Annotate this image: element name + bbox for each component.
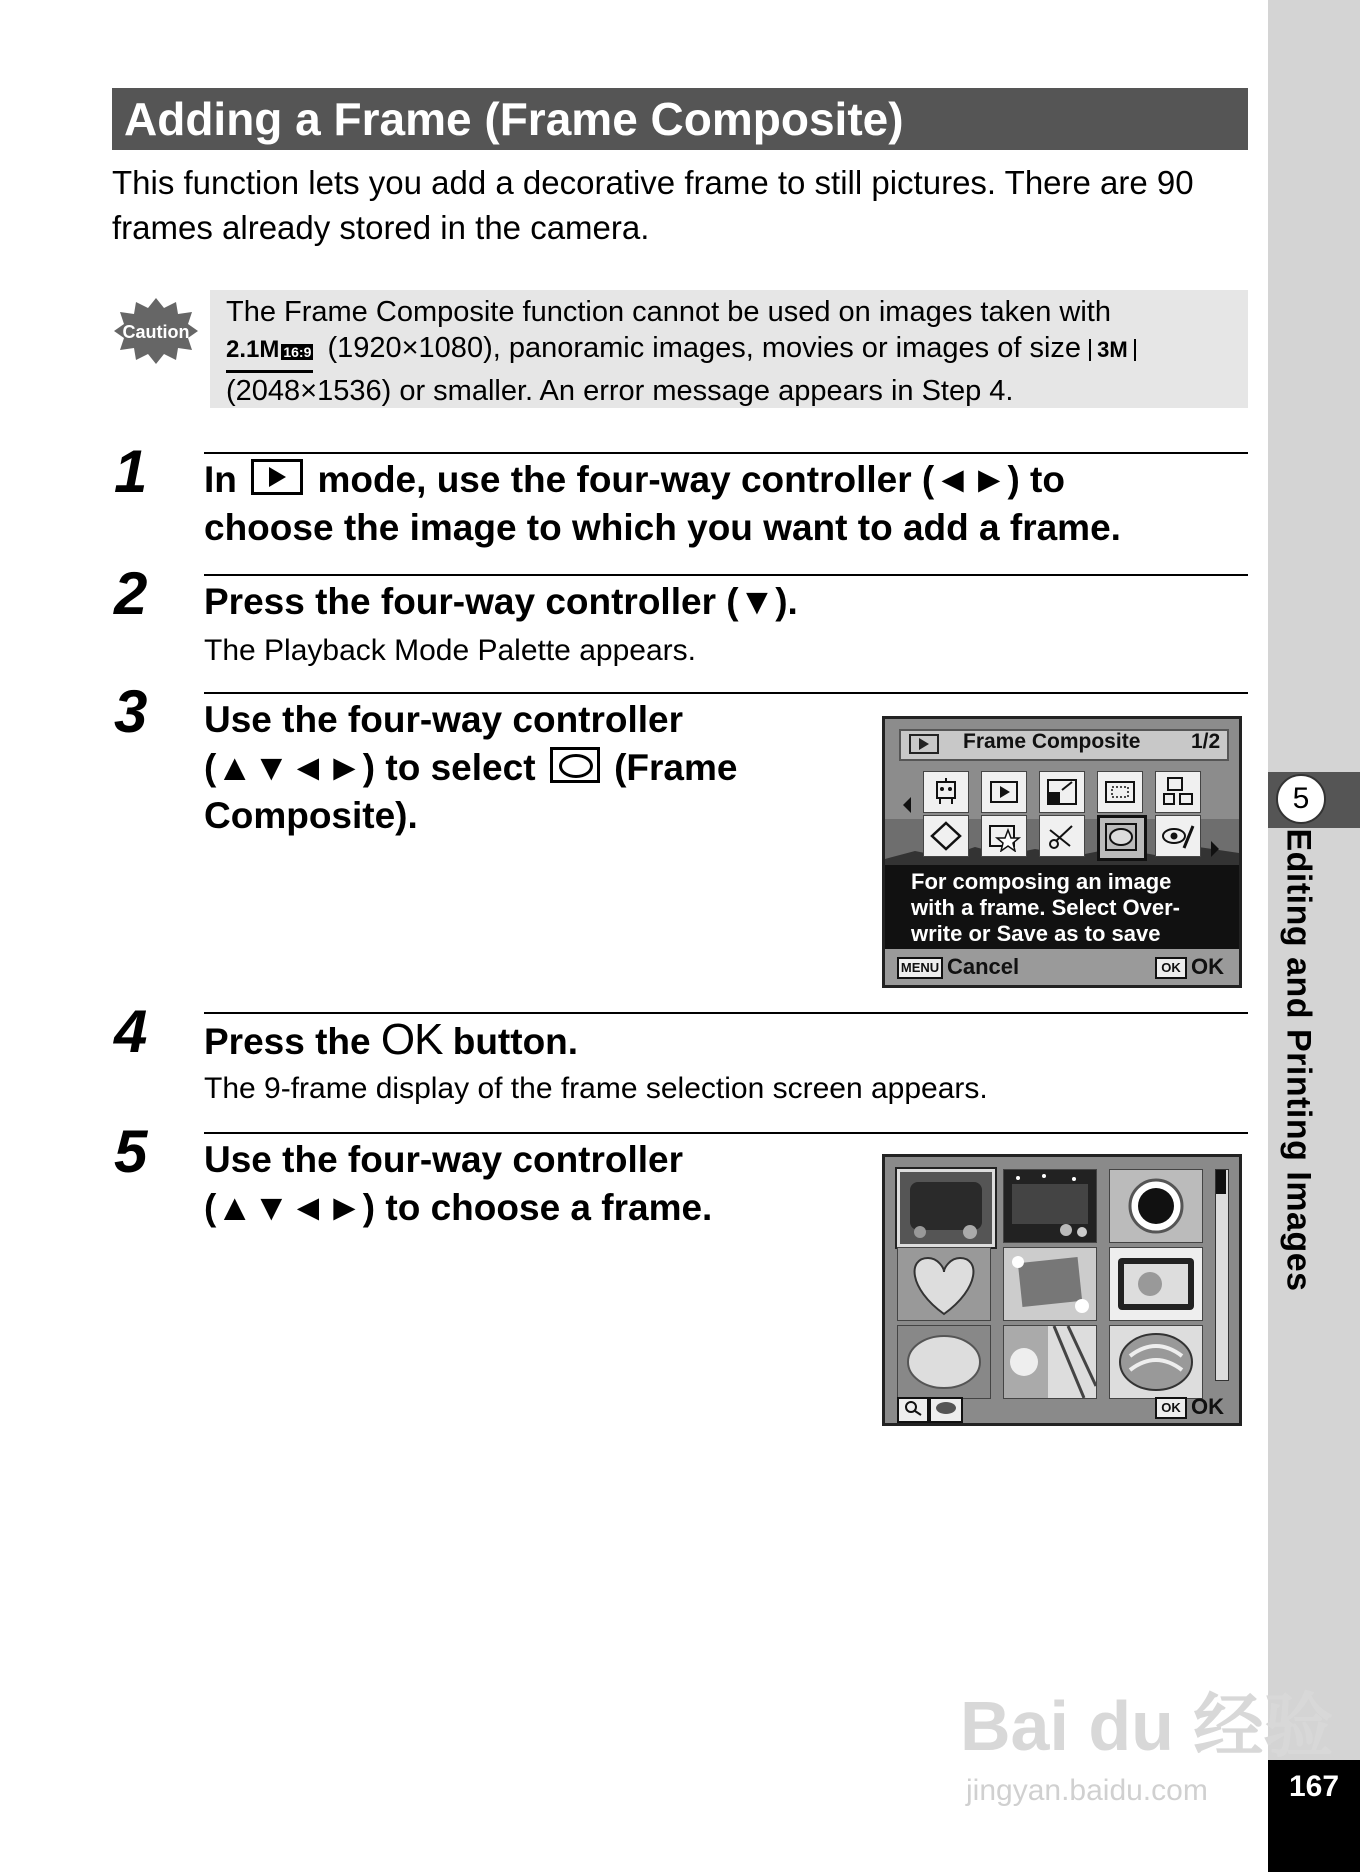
chapter-number: 5 (1276, 774, 1326, 824)
cancel-label[interactable]: Cancel (947, 954, 1020, 979)
step-1-heading-a: In (204, 459, 248, 500)
step-3-number: 3 (114, 678, 148, 745)
frame-thumbnail[interactable] (1003, 1247, 1097, 1321)
frame-thumbnail[interactable] (1109, 1169, 1203, 1243)
palette-robot-icon[interactable] (923, 771, 969, 813)
step-3-heading-a: Use the four-way controller (204, 699, 684, 740)
size-2m-icon-badge: 16:9 (283, 344, 312, 360)
step-4-heading-a: Press the (204, 1021, 381, 1062)
palette-red-eye-icon[interactable] (1155, 815, 1201, 857)
step-5-heading-b: (▲▼◄►) to choose a frame. (204, 1187, 713, 1228)
size-2m-icon-label: 2.1M (226, 336, 280, 363)
step-3-heading (204, 696, 737, 840)
palette-row-2 (923, 815, 1213, 857)
palette-cropping-icon[interactable] (1097, 771, 1143, 813)
caution-icon (114, 296, 198, 366)
caution-line-3: (2048×1536) or smaller. An error message appears in Step 4. (226, 375, 1014, 407)
caution-line-2-text: (1920×1080), panoramic images, movies or images of size (319, 332, 1090, 364)
step-5-heading (204, 1136, 712, 1232)
frame-thumbnail[interactable] (1003, 1169, 1097, 1243)
page-number: 167 (1288, 1770, 1340, 1803)
step-5-rule (204, 1132, 1248, 1134)
ok-button-glyph: OK (380, 1015, 443, 1064)
palette-slideshow-icon[interactable] (981, 771, 1027, 813)
frame-list-scroll-thumb[interactable] (1216, 1170, 1226, 1194)
palette-copy-icon[interactable] (1155, 771, 1201, 813)
screen2-ok-key-icon[interactable]: OK (1155, 1397, 1187, 1419)
frame-selection-screen (882, 1154, 1242, 1426)
screen1-message-box (885, 865, 1239, 949)
step-5-number: 5 (114, 1118, 148, 1185)
frame-composite-icon (550, 747, 600, 783)
step-3-heading-b2: (Frame (603, 747, 738, 788)
step-4-description: The 9-frame display of the frame selection screen appears. (204, 1072, 988, 1105)
page-title: Adding a Frame (Frame Composite) (124, 93, 904, 145)
frame-thumbnail[interactable] (897, 1325, 991, 1399)
step-2-description: The Playback Mode Palette appears. (204, 634, 696, 667)
playback-palette-screen (882, 716, 1242, 988)
palette-rotate-icon[interactable] (923, 815, 969, 857)
frame-thumbnail[interactable] (1109, 1325, 1203, 1399)
step-3-rule (204, 692, 1248, 694)
frame-thumbnail[interactable] (897, 1169, 995, 1247)
step-2-rule (204, 574, 1248, 576)
palette-frame-composite-icon[interactable] (1097, 815, 1147, 861)
screen1-message-line-1: For composing an image (911, 869, 1172, 894)
size-3m-icon: 3M (1089, 339, 1136, 361)
screen1-playback-icon (909, 734, 939, 754)
palette-resize-icon[interactable] (1039, 771, 1085, 813)
screen1-title: Frame Composite (963, 730, 1141, 753)
ok-key-icon[interactable]: OK (1155, 957, 1187, 979)
frame-thumbnail[interactable] (1109, 1247, 1203, 1321)
size-2m-icon (226, 332, 313, 373)
palette-movie-edit-icon[interactable] (1039, 815, 1085, 857)
palette-left-arrow-icon[interactable] (903, 797, 911, 813)
step-3-heading-c: Composite). (204, 795, 418, 836)
caution-line-1: The Frame Composite function cannot be used on images taken with (226, 296, 1111, 328)
frame-preview-icon[interactable] (929, 1397, 963, 1423)
intro-paragraph: This function lets you add a decorative frame to still pictures. There are 90 frames already stored in the camera. (112, 164, 1194, 246)
palette-row-1 (923, 771, 1213, 813)
step-1-rule (204, 452, 1248, 454)
step-4-heading (204, 1016, 578, 1066)
step-2-number: 2 (114, 560, 148, 627)
caution-line-2 (226, 330, 1244, 373)
step-1-heading-b: mode, use the four-way controller (◄►) to (307, 459, 1065, 500)
caution-text (226, 294, 1244, 409)
frame-list-scrollbar[interactable] (1215, 1169, 1229, 1381)
palette-right-arrow-icon[interactable] (1211, 841, 1219, 857)
screen1-message-line-2: with a frame. Select Over- (911, 895, 1180, 920)
frame-thumbnail[interactable] (897, 1247, 991, 1321)
step-5-heading-a: Use the four-way controller (204, 1139, 684, 1180)
palette-digital-filter-icon[interactable] (981, 815, 1027, 857)
step-4-number: 4 (114, 998, 148, 1065)
watermark-url: jingyan.baidu.com (966, 1774, 1208, 1807)
zoom-icon[interactable] (897, 1397, 929, 1423)
ok-label[interactable]: OK (1191, 954, 1224, 979)
step-1-heading-c: choose the image to which you want to add a frame. (204, 507, 1121, 548)
step-3-heading-b1: (▲▼◄►) to select (204, 747, 546, 788)
screen2-ok-label[interactable]: OK (1191, 1394, 1224, 1419)
menu-key-icon[interactable]: MENU (897, 957, 943, 979)
step-1-heading (204, 456, 1121, 552)
caution-icon-label: Caution (122, 322, 190, 342)
screen1-footer (885, 949, 1239, 985)
step-1-number: 1 (114, 438, 148, 505)
step-4-heading-b: button. (442, 1021, 579, 1062)
step-4-rule (204, 1012, 1248, 1014)
frame-thumbnail[interactable] (1003, 1325, 1097, 1399)
screen1-page-indicator: 1/2 (1191, 730, 1221, 753)
playback-mode-icon (251, 459, 303, 495)
step-2-heading: Press the four-way controller (▼). (204, 581, 798, 622)
chapter-title: Editing and Printing Images (1279, 828, 1318, 1292)
watermark-brand: Bai du 经验 (960, 1687, 1334, 1765)
screen1-message-line-3: write or Save as to save (911, 921, 1161, 946)
